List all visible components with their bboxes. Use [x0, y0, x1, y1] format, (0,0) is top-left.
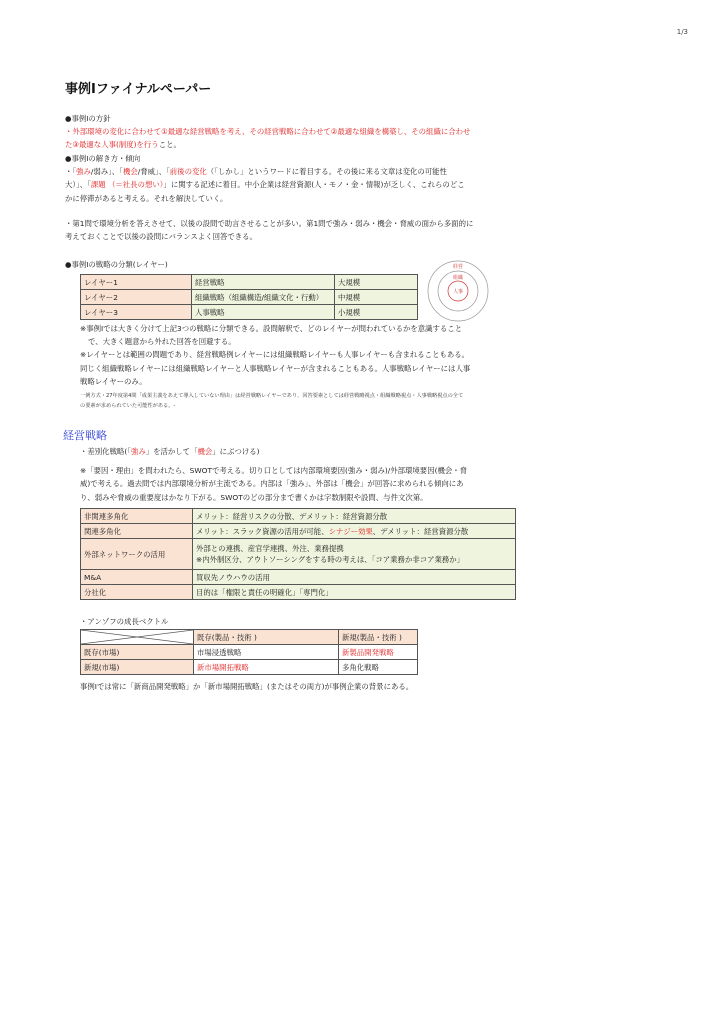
layer-cell: レイヤー1 [81, 275, 192, 290]
t-synergy: シナジー効果 [328, 526, 373, 536]
strategy-key: M&A [81, 570, 193, 585]
strategy-key: 関連多角化 [81, 524, 193, 539]
t: 」に関する記述に着目。中小企業は経営資源(人・モノ・金・情報)が乏しく、これらのどこ [163, 180, 465, 190]
differentiation-line [80, 445, 520, 458]
strategy-value: メリット：経営リスクの分散、デメリット：経営資源分散 [193, 509, 516, 524]
diagonal-lines [81, 630, 193, 644]
policy-line-1: ・外部環境の変化に合わせて①最適な経営戦略を考え、その経営戦略に合わせて②最適な組織を構築し、その組織に合わせ [65, 127, 471, 137]
table-row [81, 660, 418, 675]
layers-note-line: ※事例Ⅰでは大きく分けて上記3つの戦略に分類できる。設問解釈で、どのレイヤーが問われているかを意識すること [80, 324, 463, 333]
ansoff-matrix [80, 629, 418, 675]
scale-cell: 大規模 [335, 275, 418, 290]
ansoff-heading: ・アンゾフの成長ベクトル [80, 617, 169, 626]
method-heading: ●事例Ⅰの解き方・傾向 [65, 154, 141, 163]
policy-line-2-tail: こと。 [158, 140, 181, 150]
small-note-line-2: の要素が求められていた可能性がある。- [80, 403, 176, 409]
matrix-cell: 新市場開拓戦略 [194, 660, 339, 675]
circle-label-organization: 組織 [452, 275, 464, 281]
strategy-cell: 人事戦略 [192, 305, 335, 320]
t: 、デメリット：経営資源分散 [372, 526, 469, 536]
t: 大）」、「 [65, 180, 91, 190]
strategy-heading: 経営戦略 [63, 429, 107, 442]
table-row [81, 630, 418, 645]
t-opportunity: 機会 [197, 447, 213, 456]
col-header: 既存(製品・技術 ) [194, 630, 339, 645]
method-section [65, 152, 515, 243]
table-row [81, 275, 418, 290]
swot-line-2: 威)で考える。過去問では内部環境分析が主流である。内部は「強み」、外部は「機会」が回答に求められる傾向にあ [80, 479, 464, 489]
page-title: 事例Ⅰファイナルペーパー [65, 82, 212, 97]
matrix-cell: 新製品開発戦略 [339, 645, 418, 660]
layers-note-line: で、大きく題意から外れた回答を回避する。 [88, 337, 236, 347]
t-change: 前後の変化 [169, 167, 207, 177]
strategy-key: 外部ネットワークの活用 [81, 539, 193, 570]
matrix-cell: 多角化戦略 [339, 660, 418, 675]
method-line-3: かに停滞があると考える。それを解決していく。 [65, 193, 228, 203]
ansoff-footer: 事例Ⅰでは常に「新商品開発戦略」か「新市場開拓戦略」(またはその両方)が事例企業の背景にある。 [80, 682, 414, 691]
method-p2-line-1: ・第1問で環境分析を答えさせて、以後の設問で助言させることが多い。第1問で強み・弱み・機会・脅威の面から多面的に [65, 218, 474, 228]
strategy-table [80, 508, 516, 600]
col-header: 新規(製品・技術 ) [339, 630, 418, 645]
layers-heading: ●事例Ⅰの戦略の分類(レイヤー) [65, 260, 168, 269]
t: 」を活かして「 [145, 447, 198, 456]
strategy-value [193, 539, 516, 570]
t-opportunity: 機会 [122, 167, 138, 177]
small-note-line-1: 一例方式・27年度第4問「成果主義をあえて導入していない理由」は経営戦略レイヤーであり、回答要素としては経営戦略視点・組織戦略視点・人事戦略視点の全て [80, 393, 464, 399]
t-strength: 強み [130, 447, 146, 456]
table-row [81, 645, 418, 660]
t: /脅威」、「 [137, 167, 170, 177]
corner-cell [81, 630, 194, 645]
strategy-cell: 経営戦略 [192, 275, 335, 290]
small-note [80, 391, 520, 411]
layer-circles-diagram [426, 260, 490, 322]
method-line-1 [65, 165, 515, 178]
circle-label-hr: 人事 [452, 289, 464, 295]
t: ・差別化戦略(「 [80, 447, 131, 456]
policy-heading: ●事例Ⅰの方針 [65, 114, 111, 123]
layer-cell: レイヤー3 [81, 305, 192, 320]
strategy-key: 非関連多角化 [81, 509, 193, 524]
table-row [81, 524, 516, 539]
layers-note-line: ※レイヤーとは範囲の問題であり、経営戦略例レイヤーには組織戦略レイヤーも人事レイヤーも含まれることもある。 [80, 350, 470, 360]
table-row [81, 305, 418, 320]
policy-line-2-red: た③最適な人事(制度)を行う [65, 140, 159, 150]
t: /弱み」、「 [90, 167, 123, 177]
layers-note-line: 戦略レイヤーのみ。 [80, 376, 147, 386]
table-row [81, 290, 418, 305]
table-row [81, 570, 516, 585]
strategy-value: 目的は「権限と責任の明確化」「専門化」 [193, 585, 516, 600]
table-row [81, 509, 516, 524]
scale-cell: 中規模 [335, 290, 418, 305]
method-p2-line-2: 考えておくことで以後の設問にバランスよく回答できる。 [65, 232, 257, 242]
strategy-section [80, 445, 520, 504]
layers-notes [80, 322, 520, 388]
matrix-cell: 市場浸透戦略 [194, 645, 339, 660]
scale-cell: 小規模 [335, 305, 418, 320]
strategy-value: 買収先ノウハウの活用 [193, 570, 516, 585]
page-number: 1/3 [676, 28, 688, 36]
table-row [81, 585, 516, 600]
layers-table [80, 274, 418, 320]
swot-line-3: り、弱みや脅威の重要度はかなり下がる。SWOTのどの部分まで書くかは字数制限や設問、与件文次第。 [80, 492, 428, 502]
t: （「しかし」というワードに着目する。その後に来る文章は変化の可能性 [206, 167, 447, 177]
strategy-value [193, 524, 516, 539]
method-line-2 [65, 178, 515, 191]
table-row [81, 539, 516, 570]
swot-line-1: ※「要因・理由」を問われたら、SWOTで考える。切り口としては内部環境要因(強み・弱み)/外部環境要因(機会・脅 [80, 466, 468, 476]
t: メリット：スラック資源の活用が可能、 [196, 526, 329, 536]
t: 」にぶつける) [212, 447, 260, 456]
t: ・「 [65, 167, 77, 177]
t: ※内外制区分、アウトソーシングをする時の考えは、「コア業務か非コア業務か」 [196, 555, 465, 564]
row-header: 新規(市場) [81, 660, 194, 675]
row-header: 既存(市場) [81, 645, 194, 660]
strategy-cell: 組織戦略（組織構造/組織文化・行動） [192, 290, 335, 305]
t: 外部との連携、産官学連携、外注、業務提携 [196, 544, 344, 553]
policy-section [65, 112, 515, 152]
layers-note-line: 同じく組織戦略レイヤーには組織戦略レイヤーと人事戦略レイヤーが含まれることもある。人事戦略レイヤーには人事 [80, 363, 471, 373]
layer-cell: レイヤー2 [81, 290, 192, 305]
policy-line-2 [65, 138, 515, 151]
t-strength: 強み [76, 167, 91, 177]
t-issue: 課題 （＝社長の想い） [90, 180, 164, 190]
strategy-key: 分社化 [81, 585, 193, 600]
circle-label-management: 経営 [452, 264, 464, 270]
